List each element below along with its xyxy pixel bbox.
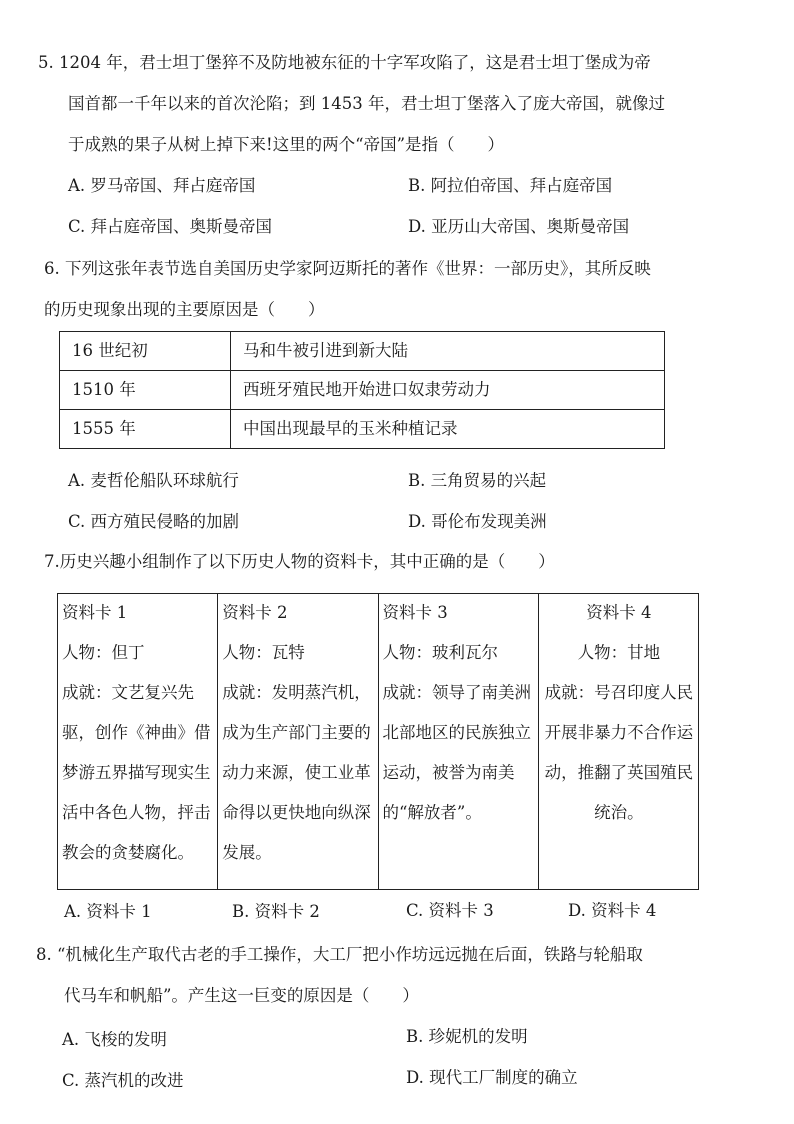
table-cell-event: 中国出现最早的玉米种植记录 [231,410,665,449]
card-title: 资料卡 2 [222,603,288,622]
profile-card-3 [379,594,539,889]
table-row [60,410,665,449]
table-cell-time: 1510 年 [60,371,231,410]
q5-stem-line-3: 于成熟的果子从树上掉下来!这里的两个“帝国”是指（ ） [68,135,505,154]
q6-option-b[interactable]: B. 三角贸易的兴起 [408,471,547,490]
card-achievement: 成就：领导了南美洲北部地区的民族独立运动，被誉为南美的“解放者”。 [382,683,531,822]
card-person: 人物：但丁 [62,643,145,662]
card-achievement: 成就：发明蒸汽机，成为生产部门主要的动力来源，使工业革命得以更快地向纵深发展。 [222,683,371,862]
profile-card-2 [218,594,378,889]
q7-option-d[interactable]: D. 资料卡 4 [568,901,657,920]
q5-option-b[interactable]: B. 阿拉伯帝国、拜占庭帝国 [408,176,613,195]
table-row [60,371,665,410]
q8-option-d[interactable]: D. 现代工厂制度的确立 [406,1068,578,1087]
q7-stem: 7.历史兴趣小组制作了以下历史人物的资料卡，其中正确的是（ ） [44,552,555,571]
table-cell-time: 16 世纪初 [60,332,231,371]
card-person: 人物：甘地 [577,643,661,662]
q5-stem-line-2: 国首都一千年以来的首次沦陷；到 1453 年，君士坦丁堡落入了庞大帝国，就像过 [68,94,665,113]
table-cell-time: 1555 年 [60,410,231,449]
q5-option-d[interactable]: D. 亚历山大帝国、奥斯曼帝国 [408,217,630,236]
card-achievement: 成就：文艺复兴先驱，创作《神曲》借梦游五界描写现实生活中各色人物，抨击教会的贪婪腐化。 [62,683,211,862]
profile-card-1 [58,594,218,889]
card-achievement: 成就：号召印度人民开展非暴力不合作运动，推翻了英国殖民统治。 [544,683,694,822]
q8-stem-line-2: 代马车和帆船”。产生这一巨变的原因是（ ） [64,986,419,1005]
q7-option-a[interactable]: A. 资料卡 1 [64,902,152,921]
q5-option-a[interactable]: A. 罗马帝国、拜占庭帝国 [68,176,256,195]
q7-option-c[interactable]: C. 资料卡 3 [406,901,494,920]
card-person: 人物：玻利瓦尔 [382,643,498,662]
card-title: 资料卡 1 [62,603,128,622]
table-cell-event: 西班牙殖民地开始进口奴隶劳动力 [231,371,665,410]
q6-stem-line-2: 的历史现象出现的主要原因是（ ） [44,300,325,319]
q5-stem-line-1: 5. 1204 年，君士坦丁堡猝不及防地被东征的十字军攻陷了，这是君士坦丁堡成为帝 [38,53,651,72]
q6-stem-line-1: 6. 下列这张年表节选自美国历史学家阿迈斯托的著作《世界：一部历史》，其所反映 [44,259,651,278]
q8-option-a[interactable]: A. 飞梭的发明 [62,1030,167,1049]
profile-card-4 [539,594,698,889]
card-title: 资料卡 3 [382,603,448,622]
q6-option-d[interactable]: D. 哥伦布发现美洲 [408,512,547,531]
q8-option-b[interactable]: B. 珍妮机的发明 [406,1027,528,1046]
table-row [60,332,665,371]
q8-stem-line-1: 8. “机械化生产取代古老的手工操作，大工厂把小作坊远远抛在后面，铁路与轮船取 [36,945,643,964]
q5-option-c[interactable]: C. 拜占庭帝国、奥斯曼帝国 [68,217,273,236]
table-cell-event: 马和牛被引进到新大陆 [231,332,665,371]
chronology-table [59,331,665,449]
card-person: 人物：瓦特 [222,643,305,662]
q6-option-a[interactable]: A. 麦哲伦船队环球航行 [68,471,239,490]
q6-option-c[interactable]: C. 西方殖民侵略的加剧 [68,512,240,531]
card-title: 资料卡 4 [586,603,652,622]
q7-option-b[interactable]: B. 资料卡 2 [232,902,320,921]
q8-option-c[interactable]: C. 蒸汽机的改进 [62,1071,184,1090]
profile-cards [57,593,699,890]
